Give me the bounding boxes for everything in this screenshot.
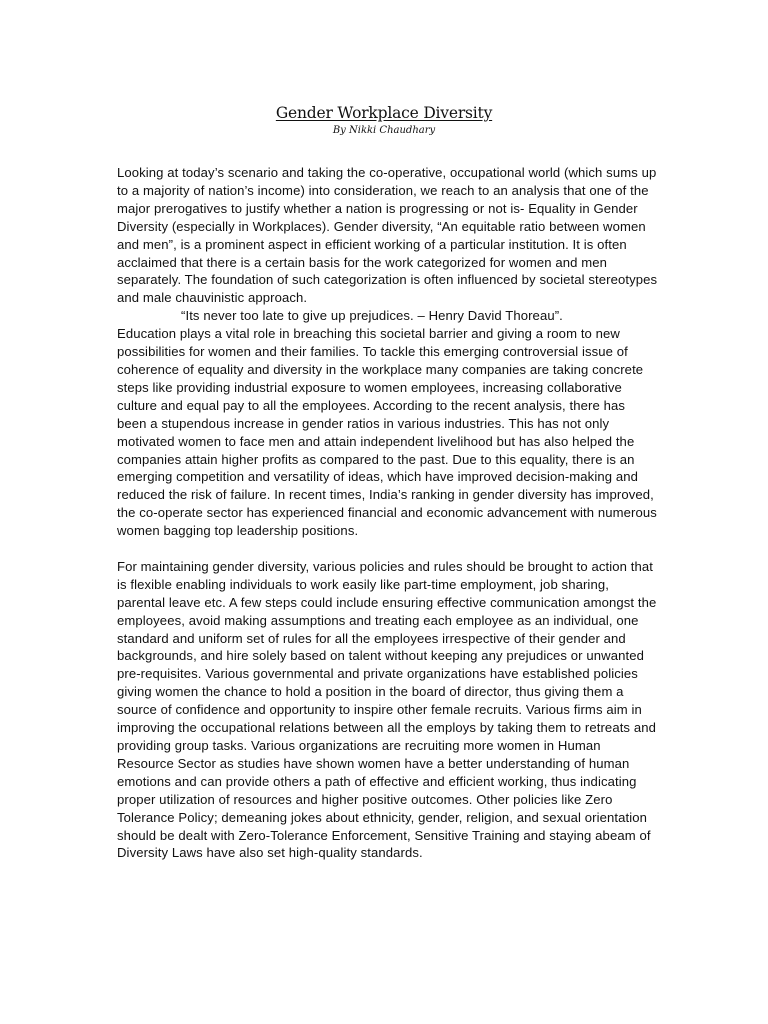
paragraph-education: Education plays a vital role in breaching this societal barrier and giving a room to new possibilities for women and their families. To tackle this emerging controversial issue of coherence of equality and diversity in the workplace many companies are taking concrete steps like providing industrial exposure to women employees, increasing collaborative culture and equal pay to all the employees. According to the recent analysis, there has been a stupendous increase in gender ratios in various industries. This has not only motivated women to face men and attain independent livelihood but has also helped the companies attain higher profits as compared to the past. Due to this equality, there is an emerging competition and versatility of ideas, which have improved decision-making and reduced the risk of failure. In recent times, India’s ranking in gender diversity has improved, the co-operate sector has experienced financial and economic advancement with numerous women bagging top leadership positions. [117,326,657,539]
quote-line: “Its never too late to give up prejudices. – Henry David Thoreau”. [181,308,563,324]
document-body [117,164,658,862]
document-title: Gender Workplace Diversity [275,104,493,122]
paragraph-gap [117,540,658,558]
paragraph-intro: Looking at today’s scenario and taking the co-operative, occupational world (which sums up to a majority of nation’s income) into consideration, we reach to an analysis that one of the major prerogatives to justify whether a nation is progressing or not is- Equality in Gender Diversity (especially in Workplaces). Gender diversity, “An equitable ratio between women and men”, is a prominent aspect in efficient working of a particular institution. It is often acclaimed that there is a certain basis for the work categorized for women and men separately. The foundation of such categorization is often influenced by societal stereotypes and male chauvinistic approach. [117,165,658,306]
document-byline: By Nikki Chaudhary [332,125,436,136]
paragraph-policies: For maintaining gender diversity, various policies and rules should be brought to action that is flexible enabling individuals to work easily like part-time employment, job sharing, parental leave etc. A few steps could include ensuring effective communication amongst the employees, avoid making assumptions and treating each employee as an individual, one standard and uniform set of rules for all the employees irrespective of their gender and backgrounds, and hire solely based on talent without keeping any prejudices or unwanted pre-requisites. Various governmental and private organizations have established policies giving women the chance to hold a position in the board of director, thus giving them a source of confidence and opportunity to inspire other female recruits. Various firms aim in improving the occupational relations between all the employs by taking them to retreats and providing group tasks. Various organizations are recruiting more women in Human Resource Sector as studies have shown women have a better understanding of human emotions and can provide others a path of effective and efficient working, thus indicating proper utilization of resources and higher positive outcomes. Other policies like Zero Tolerance Policy; demeaning jokes about ethnicity, gender, religion, and sexual orientation should be dealt with Zero-Tolerance Enforcement, Sensitive Training and staying abeam of Diversity Laws have also set high-quality standards. [117,558,657,861]
